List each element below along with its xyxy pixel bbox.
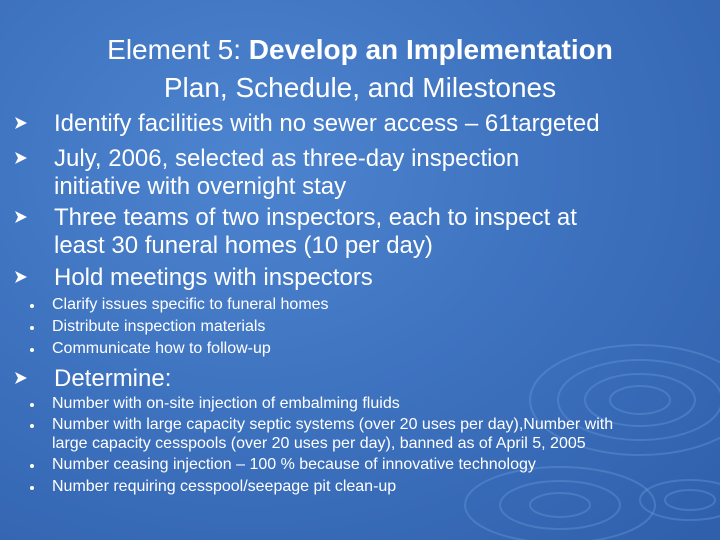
sub-bullet-text: Distribute inspection materials [52,318,266,335]
dot-bullet-icon [30,326,34,330]
slide-title-line-1 [0,33,720,67]
sub-bullet-text: Number requiring cesspool/seepage pit clean-up [52,478,397,495]
slide-title-line-2: Plan, Schedule, and Milestones [163,72,557,103]
sub-bullet-text: Number with on-site injection of embalming fluids [52,395,400,412]
arrow-bullet-icon [14,109,28,138]
dot-bullet-icon [30,424,34,428]
bullet-text: initiative with overnight stay [54,173,347,200]
sub-bullet-text: Number with large capacity septic systems (over 20 uses per day),Number with [52,416,614,433]
bullet-text: Hold meetings with inspectors [54,264,373,291]
bullet-text: July, 2006, selected as three-day inspection [54,145,520,172]
sub-bullet-text: Number ceasing injection – 100 % because of innovative technology [52,456,536,473]
dot-bullet-icon [30,486,34,490]
sub-bullet-text: Communicate how to follow-up [52,340,271,357]
dot-bullet-icon [30,348,34,352]
title-main: Develop an Implementation [248,34,613,65]
sub-bullet-text: large capacity cesspools (over 20 uses per day), banned as of April 5, 2005 [52,435,586,452]
bullet-text: least 30 funeral homes (10 per day) [54,232,433,259]
dot-bullet-icon [30,464,34,468]
arrow-bullet-icon [14,364,28,393]
bullet-text: Identify facilities with no sewer access – 61targeted [54,110,600,137]
bullet-text: Determine: [54,365,172,392]
arrow-bullet-icon [14,203,28,232]
title-prefix: Element 5: [107,34,249,65]
arrow-bullet-icon [14,263,28,292]
arrow-bullet-icon [14,144,28,173]
sub-bullet-text: Clarify issues specific to funeral homes [52,296,329,313]
dot-bullet-icon [30,304,34,308]
bullet-text: Three teams of two inspectors, each to inspect at [54,204,577,231]
dot-bullet-icon [30,403,34,407]
